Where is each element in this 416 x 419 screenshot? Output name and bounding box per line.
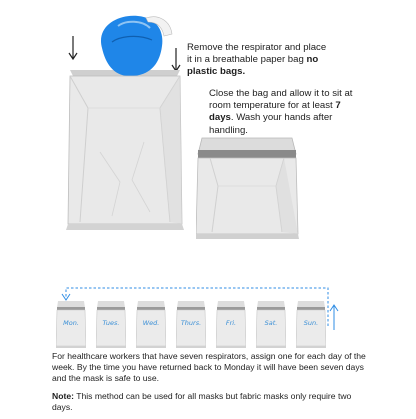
day-bag-thurs	[176, 300, 206, 348]
day-bag-tues	[96, 300, 126, 348]
closed-bag-illustration	[196, 136, 300, 240]
note-label: Note:	[52, 391, 74, 401]
day-bag-sat	[256, 300, 286, 348]
down-arrow-icon	[172, 48, 180, 71]
day-bag-fri	[216, 300, 246, 348]
step1-instruction	[187, 42, 327, 79]
down-arrow-icon	[69, 36, 77, 59]
day-bag-mon	[56, 300, 86, 348]
note-text: This method can be used for all masks but fabric masks only require two days.	[52, 391, 352, 413]
day-label: Fri.	[225, 319, 237, 327]
respirator-mask-icon	[101, 16, 172, 76]
step2-emphasis: 7 days	[209, 100, 341, 124]
day-label: Sun.	[303, 319, 319, 327]
day-bag-row	[56, 300, 328, 350]
rotation-paragraph: For healthcare workers that have seven respirators, assign one for each day of the week. By the time you have returned back to Monday it will have been seven days and the mask is safe to use.	[52, 351, 366, 384]
step2-text-after: . Wash your hands after handling.	[209, 112, 333, 136]
open-bag-illustration	[60, 12, 188, 232]
day-label: Thurs.	[180, 319, 202, 327]
step1-text: Remove the respirator and place it in a breathable paper bag	[187, 42, 327, 66]
step2-text: Close the bag and allow it to sit at room temperature for at least	[209, 88, 353, 112]
day-label: Sat.	[264, 319, 278, 327]
day-label: Tues.	[102, 319, 120, 327]
day-bag-wed	[136, 300, 166, 348]
note	[52, 391, 370, 413]
day-label: Wed.	[142, 319, 160, 327]
day-label: Mon.	[63, 319, 79, 327]
step1-emphasis: no plastic bags.	[187, 54, 319, 78]
step2-instruction	[209, 88, 359, 137]
day-bag-sun	[296, 300, 326, 348]
